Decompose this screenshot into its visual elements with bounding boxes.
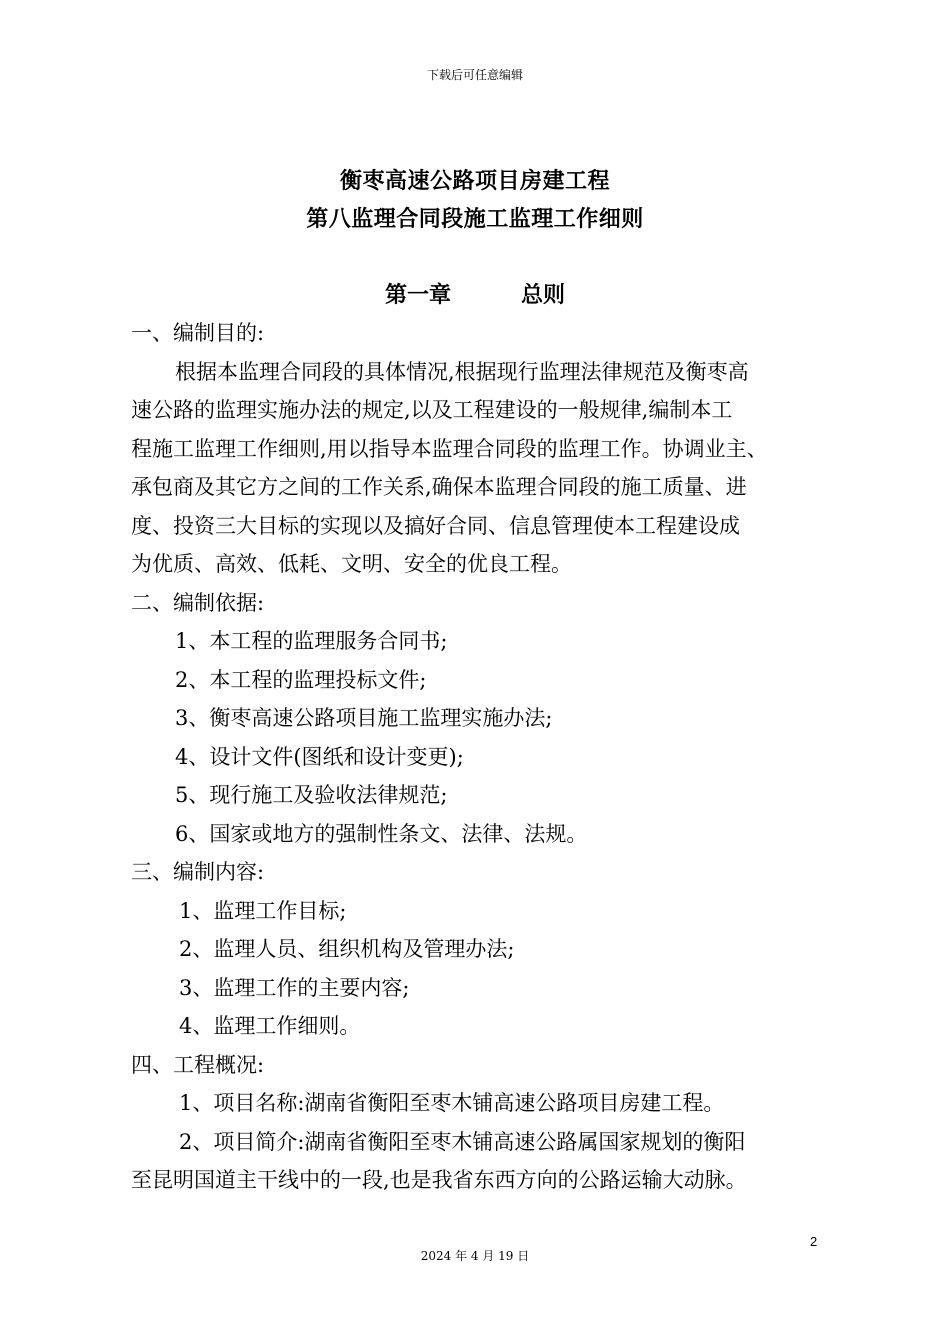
section-heading: 四、工程概况: (131, 1052, 265, 1077)
document-body (131, 314, 831, 1200)
paragraph-line: 承包商及其它方之间的工作关系,确保本监理合同段的施工质量、进 (131, 475, 747, 499)
chapter-number: 第一章 (384, 282, 451, 308)
paragraph-line: 度、投资三大目标的实现以及搞好合同、信息管理使本工程建设成 (131, 513, 740, 538)
list-item: 2、本工程的监理投标文件; (175, 667, 427, 692)
list-item: 6、国家或地方的强制性条文、法律、法规。 (175, 821, 588, 846)
paragraph-line: 程施工监理工作细则,用以指导本监理合同段的监理工作。协调业主、 (131, 436, 768, 461)
document-title-line-1: 衡枣高速公路项目房建工程 (339, 168, 610, 194)
paragraph-line: 为优质、高效、低耗、文明、安全的优良工程。 (131, 552, 572, 576)
document-title-line-2: 第八监理合同段施工监理工作细则 (306, 206, 644, 232)
list-item: 1、项目名称:湖南省衡阳至枣木铺高速公路项目房建工程。 (179, 1091, 725, 1115)
list-item: 3、监理工作的主要内容; (179, 975, 410, 1000)
list-item: 4、监理工作细则。 (179, 1014, 361, 1038)
list-item: 5、现行施工及验收法律规范; (175, 783, 448, 807)
chapter-heading (0, 278, 950, 309)
section-heading: 三、编制内容: (131, 860, 265, 884)
list-item: 3、衡枣高速公路项目施工监理实施办法; (175, 706, 553, 730)
page-number: 2 (810, 1234, 818, 1249)
list-item: 2、项目简介:湖南省衡阳至枣木铺高速公路属国家规划的衡阳 (179, 1129, 746, 1154)
list-item: 4、设计文件(图纸和设计变更); (175, 744, 464, 769)
paragraph-line: 根据本监理合同段的具体情况,根据现行监理法律规范及衡枣高 (175, 359, 749, 384)
list-item: 1、本工程的监理服务合同书; (175, 629, 448, 653)
section-heading: 二、编制依据: (131, 590, 265, 615)
section-heading: 一、编制目的: (131, 321, 265, 345)
header-note: 下载后可任意编辑 (426, 68, 523, 82)
paragraph-line: 速公路的监理实施办法的规定,以及工程建设的一般规律,编制本工 (131, 398, 733, 422)
list-item: 2、监理人员、组织机构及管理办法; (179, 937, 515, 961)
list-item: 1、监理工作目标; (179, 898, 347, 923)
chapter-name: 总则 (521, 282, 566, 308)
paragraph-line: 至昆明国道主干线中的一段,也是我省东西方向的公路运输大动脉。 (131, 1168, 747, 1192)
footer-date: 2024 年 4 月 19 日 (420, 1249, 530, 1263)
